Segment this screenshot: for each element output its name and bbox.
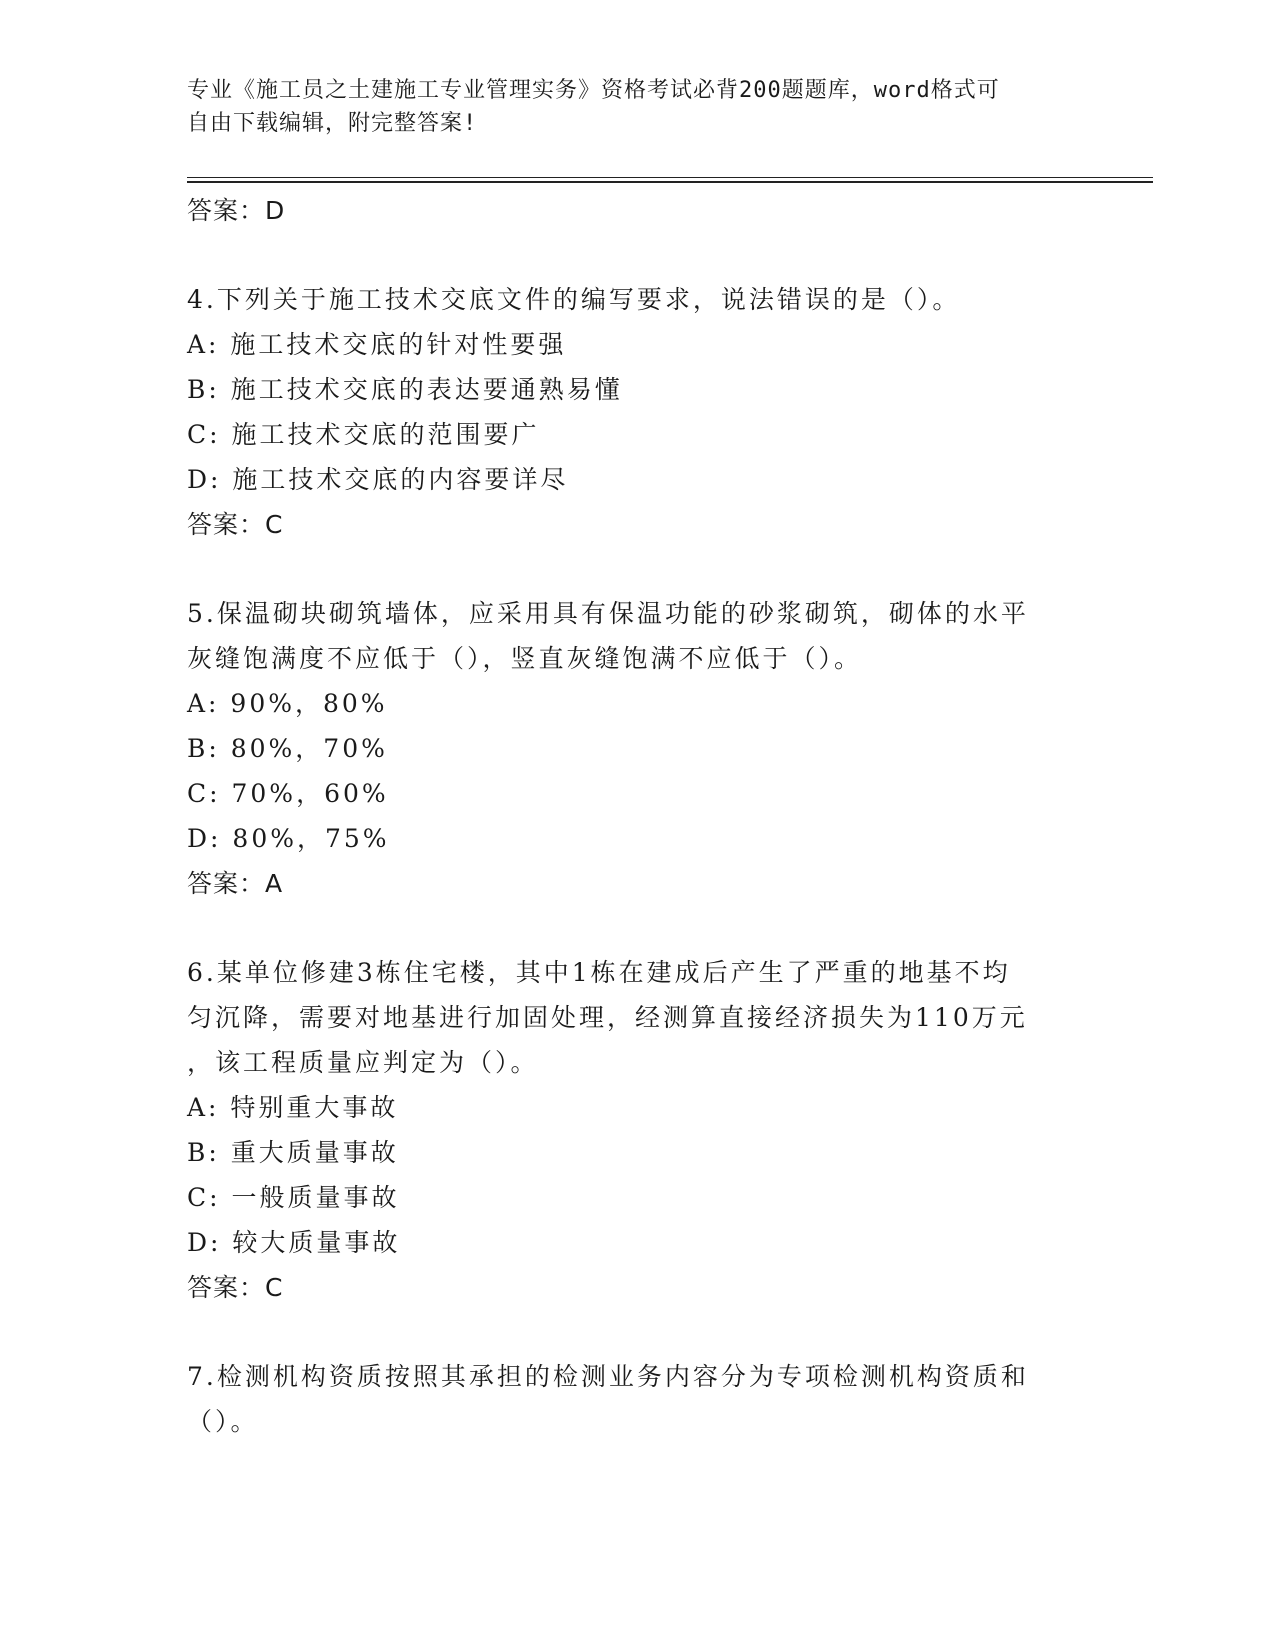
option-d: D: 较大质量事故: [187, 1228, 401, 1257]
question-stem-line: 7.检测机构资质按照其承担的检测业务内容分为专项检测机构资质和: [187, 1362, 1029, 1391]
question-stem-line: （）。: [187, 1407, 259, 1436]
option-a: A: 90%，80%: [187, 689, 388, 718]
answer-line: 答案：C: [187, 1273, 284, 1302]
question-stem-line: 5.保温砌块砌筑墙体，应采用具有保温功能的砂浆砌筑，砌体的水平: [187, 599, 1029, 628]
question-stem-line: ，该工程质量应判定为（）。: [187, 1048, 539, 1077]
option-b: B: 80%，70%: [187, 734, 388, 763]
option-d: D: 施工技术交底的内容要详尽: [187, 465, 569, 494]
question-6: [187, 950, 1067, 1310]
question-stem-line: 灰缝饱满度不应低于（），竖直灰缝饱满不应低于（）。: [187, 644, 863, 673]
question-stem-line: 4.下列关于施工技术交底文件的编写要求，说法错误的是（）。: [187, 285, 961, 314]
option-d: D: 80%，75%: [187, 824, 390, 853]
spacer: [187, 1310, 1067, 1354]
spacer: [187, 233, 1067, 277]
spacer: [187, 906, 1067, 950]
document-header: [187, 74, 1067, 140]
spacer: [187, 547, 1067, 591]
option-c: C: 70%，60%: [187, 779, 389, 808]
answer-line: 答案：A: [187, 869, 284, 898]
question-stem-line: 匀沉降，需要对地基进行加固处理，经测算直接经济损失为110万元: [187, 1003, 1028, 1032]
option-c: C: 施工技术交底的范围要广: [187, 420, 540, 449]
header-line-1: 专业《施工员之土建施工专业管理实务》资格考试必背200题题库，word格式可: [187, 78, 1000, 103]
header-divider-thick: [187, 181, 1153, 183]
question-7: [187, 1354, 1067, 1444]
previous-answer: 答案：D: [187, 196, 286, 225]
option-b: B: 重大质量事故: [187, 1138, 399, 1167]
header-divider-thin: [187, 177, 1153, 178]
option-b: B: 施工技术交底的表达要通熟易懂: [187, 375, 623, 404]
answer-line: 答案：C: [187, 510, 284, 539]
option-a: A: 特别重大事故: [187, 1093, 399, 1122]
option-a: A: 施工技术交底的针对性要强: [187, 330, 567, 359]
header-line-2: 自由下载编辑，附完整答案!: [187, 111, 478, 136]
question-stem-line: 6.某单位修建3栋住宅楼，其中1栋在建成后产生了严重的地基不均: [187, 958, 1011, 987]
question-5: [187, 591, 1067, 906]
document-body: [187, 188, 1067, 1444]
question-4: [187, 277, 1067, 547]
option-c: C: 一般质量事故: [187, 1183, 400, 1212]
